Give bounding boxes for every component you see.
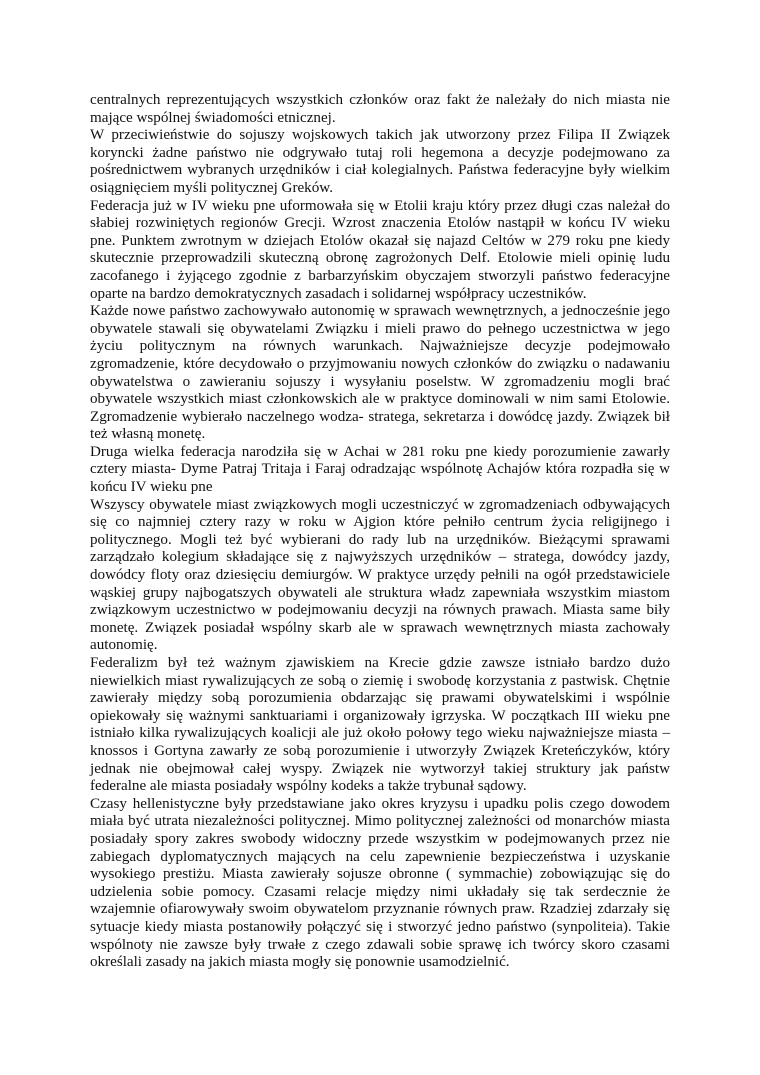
paragraph-7: Federalizm był też ważnym zjawiskiem na Krecie gdzie zawsze istniało bardzo dużo niewielkich miast rywalizujących ze sobą o ziemię i swobodę korzystania z pastwisk. Chętnie zawierały między sobą porozumienia obdarzając się prawami obywatelskimi i wspólnie opiekowały się ważnymi sanktuariami i organizowały igrzyska. W początkach III wieku pne istniało kilka rywalizujących koalicji ale już około połowy tego wieku najważniejsze miasta – knossos i Gortyna zawarły ze sobą porozumienie i utworzyły Związek Kreteńczyków, który jednak nie obejmował całej wyspy. Związek nie wytworzył takiej struktury jak państw federalne ale miasta posiadały wspólny kodeks a także trybunał sądowy. <box>90 655 670 795</box>
paragraph-1: centralnych reprezentujących wszystkich członków oraz fakt że należały do nich miasta nie mające wspólnej świadomości etnicznej. <box>90 92 670 126</box>
paragraph-5: Druga wielka federacja narodziła się w Achai w 281 roku pne kiedy porozumienie zawarły cztery miasta- Dyme Patraj Tritaja i Faraj odradzając wspólnotę Achajów która rozpadła się w końcu IV wieku pne <box>90 443 670 496</box>
paragraph-6: Wszyscy obywatele miast związkowych mogli uczestniczyć w zgromadzeniach odbywających się co najmniej cztery razy w roku w Ajgion które pełniło centrum życia religijnego i politycznego. Mogli też być wybierani do rady lub na urzędników. Bieżącymi sprawami zarządzało kolegium składające się z najwyższych urzędników – stratega, dowódcy jazdy, dowódcy floty oraz dziesięciu demiurgów. W praktyce urzędy pełnili na ogół przedstawiciele wąskiej grupy najbogatszych obywateli ale struktura władz zapewniała wszystkim miastom związkowym uczestnictwo w podejmowaniu decyzji na równych prawach. Miasta same biły monetę. Związek posiadał wspólny skarb ale w sprawach wewnętrznych miasta zachowały autonomię. <box>90 496 670 654</box>
paragraph-8: Czasy hellenistyczne były przedstawiane jako okres kryzysu i upadku polis czego dowodem miała być utrata niezależności politycznej. Mimo politycznej zależności od monarchów miasta posiadały spory zakres swobody widoczny przede wszystkim w podejmowanych przez nie zabiegach dyplomatycznych mających na celu zapewnienie bezpieczeństwa i uzyskanie wysokiego prestiżu. Miasta zawierały sojusze obronne ( symmachie) zobowiązując się do udzielenia sobie pomocy. Czasami relacje między nimi układały się tak serdecznie że wzajemnie ofiarowywały swoim obywatelom przyznanie równych praw. Rzadziej zdarzały się sytuacje kiedy miasta postanowiły połączyć się i stworzyć jedno państwo (synpoliteia). Takie wspólnoty nie zawsze były trwałe z czego zdawali sobie sprawę ich twórcy skoro czasami określali zasady na jakich miasta mogły się ponownie usamodzielnić. <box>90 795 670 971</box>
paragraph-3: Federacja już w IV wieku pne uformowała się w Etolii kraju który przez długi czas należał do słabiej rozwiniętych regionów Grecji. Wzrost znaczenia Etolów nastąpił w końcu IV wieku pne. Punktem zwrotnym w dziejach Etolów okazał się najazd Celtów w 279 roku pne kiedy skutecznie przeprowadzili skuteczną obronę zagrożonych Delf. Etolowie mieli opinię ludu zacofanego i żyjącego zgodnie z barbarzyńskim obyczajem stworzyli państwo federacyjne oparte na bardzo demokratycznych zasadach i solidarnej współpracy uczestników. <box>90 197 670 302</box>
paragraph-4: Każde nowe państwo zachowywało autonomię w sprawach wewnętrznych, a jednocześnie jego obywatele stawali się obywatelami Związku i mieli prawo do pełnego uczestnictwa w jego życiu politycznym na równych warunkach. Najważniejsze decyzje podejmowało zgromadzenie, które decydowało o przyjmowaniu nowych członków do związku o nadawaniu obywatelstwa o zawieraniu sojuszy i wysyłaniu poselstw. W zgromadzeniu mogli brać obywatele wszystkich miast członkowskich ale w praktyce dominowali w nim sami Etolowie. Zgromadzenie wybierało naczelnego wodza- stratega, sekretarza i dowódcę jazdy. Związek bił też własną monetę. <box>90 303 670 443</box>
document-page <box>90 92 670 972</box>
paragraph-2: W przeciwieństwie do sojuszy wojskowych takich jak utworzony przez Filipa II Związek koryncki żadne państwo nie odgrywało tutaj roli hegemona a decyzje podejmowano za pośrednictwem wybranych urzędników i ciał kolegialnych. Państwa federacyjne były wielkim osiągnięciem myśli politycznej Greków. <box>90 127 670 196</box>
